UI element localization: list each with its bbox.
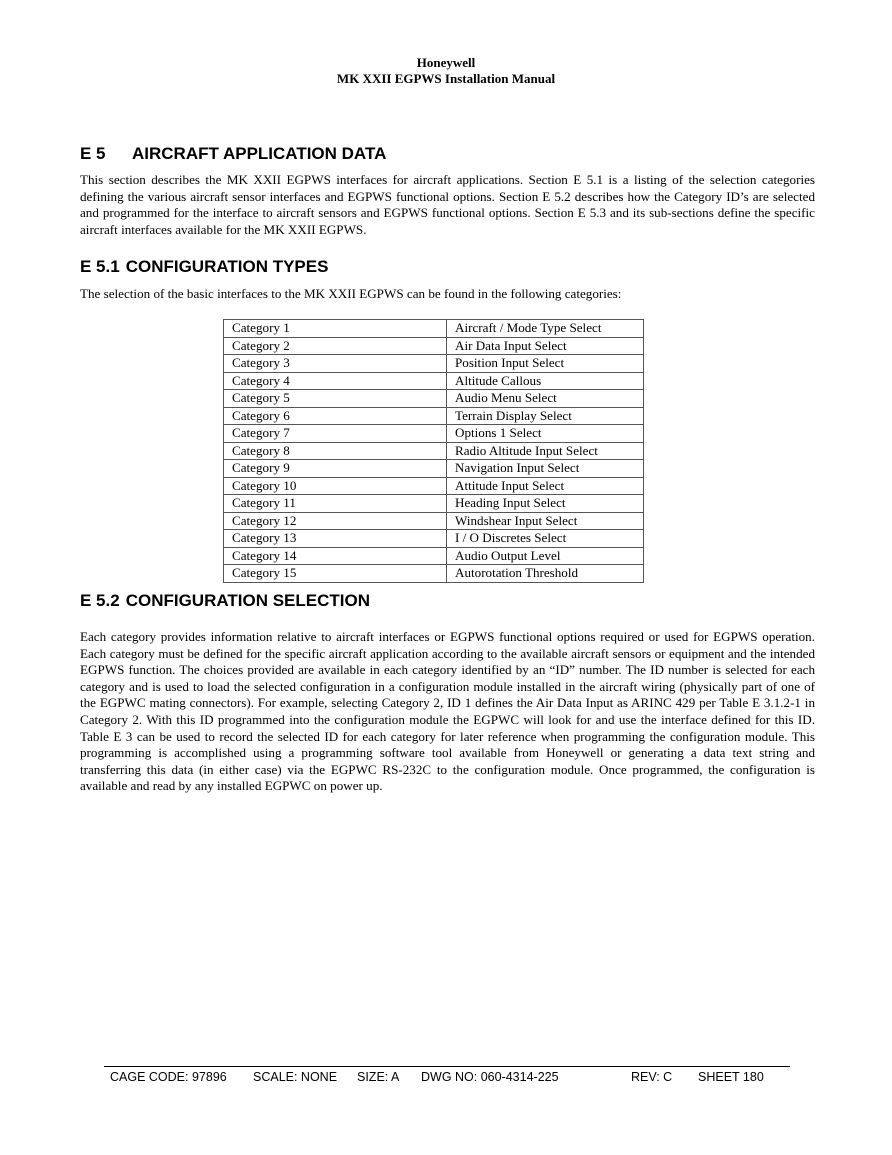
category-label-cell: Category 14 [224,547,447,565]
table-row [224,390,644,408]
category-name-cell: Navigation Input Select [447,460,644,478]
table-row [224,320,644,338]
table-row [224,372,644,390]
category-table [223,319,644,583]
category-name-cell: Air Data Input Select [447,337,644,355]
footer-divider [104,1066,790,1067]
table-row [224,477,644,495]
table-row [224,495,644,513]
page-header [0,55,892,87]
category-name-cell: Radio Altitude Input Select [447,442,644,460]
table-row [224,565,644,583]
section-e52-body: Each category provides information relative to aircraft interfaces or EGPWS functional options required or used for EGPWS operation. Each category must be defined for the specific aircraft application according to the available aircraft sensors or equipment and the intended EGPWS function. The choices provided are available in each category identified by an “ID” number. The ID number is selected for each category and is used to load the selected configuration in a configuration module installed in the aircraft wiring (physically part of one of the EGPWC mating connectors). For example, selecting Category 2, ID 1 defines the Air Data Input as ARINC 429 per Table E 3.1.2-1 in Category 2. With this ID programmed into the configuration module the EGPWC will look for and use the interface defined for this ID. Table E 3 can be used to record the selected ID for each category for later reference when programming the configuration module. This programming is accomplished using a programming software tool available from Honeywell or generating a data text string and transferring this data (in either case) via the EGPWC RS-232C to the configuration module. Once programmed, the configuration is available and read by any installed EGPWC on power up. [80,629,815,794]
header-company: Honeywell [416,55,476,70]
category-label-cell: Category 8 [224,442,447,460]
category-name-cell: Terrain Display Select [447,407,644,425]
footer-dwg-no: DWG NO: 060-4314-225 [421,1070,559,1084]
section-e52-heading [80,591,370,611]
footer-scale: SCALE: NONE [253,1070,338,1084]
table-row [224,337,644,355]
category-name-cell: Position Input Select [447,355,644,373]
category-label-cell: Category 6 [224,407,447,425]
table-row [224,460,644,478]
section-e52-number: E 5.2 [80,591,120,610]
footer-rev: REV: C [631,1070,673,1084]
section-e51-number: E 5.1 [80,257,120,276]
category-name-cell: Autorotation Threshold [447,565,644,583]
category-label-cell: Category 12 [224,512,447,530]
category-name-cell: Windshear Input Select [447,512,644,530]
category-name-cell: I / O Discretes Select [447,530,644,548]
category-label-cell: Category 15 [224,565,447,583]
section-e5-title: AIRCRAFT APPLICATION DATA [132,144,387,163]
category-label-cell: Category 9 [224,460,447,478]
section-e5-heading [80,144,386,164]
footer-sheet: SHEET 180 [698,1070,764,1084]
section-e51-heading [80,257,328,277]
category-name-cell: Audio Output Level [447,547,644,565]
category-label-cell: Category 1 [224,320,447,338]
table-row [224,442,644,460]
header-manual-title: MK XXII EGPWS Installation Manual [336,71,556,86]
table-row [224,425,644,443]
category-name-cell: Audio Menu Select [447,390,644,408]
category-name-cell: Aircraft / Mode Type Select [447,320,644,338]
category-label-cell: Category 13 [224,530,447,548]
footer-cage-code: CAGE CODE: 97896 [110,1070,227,1084]
category-label-cell: Category 4 [224,372,447,390]
category-label-cell: Category 10 [224,477,447,495]
category-name-cell: Attitude Input Select [447,477,644,495]
table-row [224,407,644,425]
table-row [224,530,644,548]
category-name-cell: Options 1 Select [447,425,644,443]
category-label-cell: Category 7 [224,425,447,443]
category-label-cell: Category 5 [224,390,447,408]
category-name-cell: Heading Input Select [447,495,644,513]
section-e5-number: E 5 [80,144,106,163]
category-label-cell: Category 3 [224,355,447,373]
section-e5-body: This section describes the MK XXII EGPWS interfaces for aircraft applications. Section E 5.1 is a listing of the selection categories defining the various aircraft sensor interfaces and EGPWS functional options. Section E 5.2 describes how the Category ID’s are selected and programmed for the interface to aircraft sensors and EGPWS functional options. Section E 5.3 and its sub-sections define the specific aircraft interfaces available for the MK XXII EGPWS. [80,172,815,237]
footer-size: SIZE: A [357,1070,400,1084]
table-row [224,547,644,565]
table-row [224,355,644,373]
table-row [224,512,644,530]
category-label-cell: Category 11 [224,495,447,513]
section-e51-title: CONFIGURATION TYPES [125,257,329,276]
section-e51-body: The selection of the basic interfaces to the MK XXII EGPWS can be found in the following categories: [80,286,622,301]
category-name-cell: Altitude Callous [447,372,644,390]
section-e52-title: CONFIGURATION SELECTION [125,591,370,610]
category-label-cell: Category 2 [224,337,447,355]
